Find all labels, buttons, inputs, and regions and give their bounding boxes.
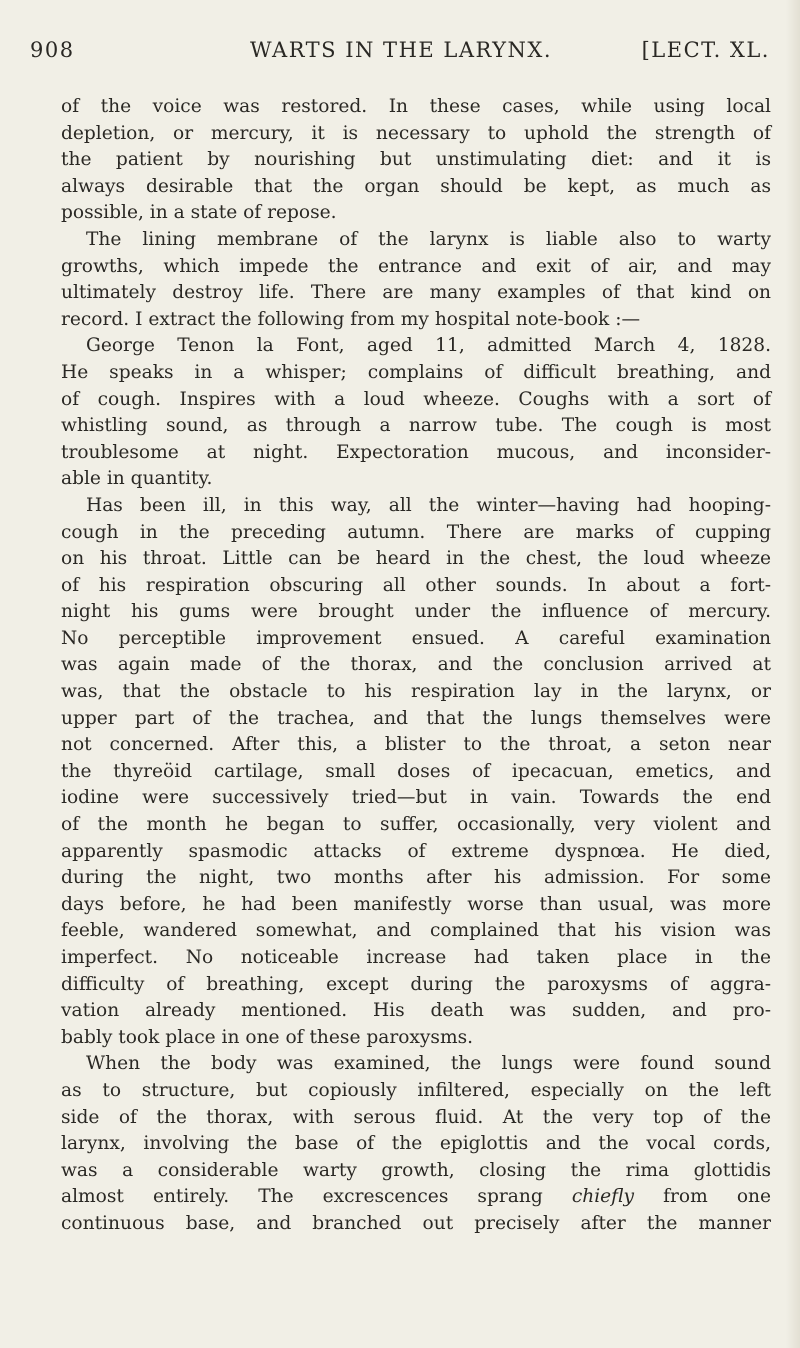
text-line: The lining membrane of the larynx is liable also to warty	[86, 228, 771, 250]
text-line: during the night, two months after his admission. For some	[61, 867, 771, 889]
text-line: the thyreöid cartilage, small doses of ipecacuan, emetics, and	[61, 760, 771, 782]
text-line: No perceptible improvement ensued. A careful examination	[61, 627, 771, 649]
text-line: not concerned. After this, a blister to the throat, a seton near	[61, 734, 771, 756]
text-line: possible, in a state of repose.	[61, 202, 337, 224]
text-line: of cough. Inspires with a loud wheeze. Coughs with a sort of	[61, 388, 771, 410]
text-line: always desirable that the organ should be kept, as much as	[61, 175, 771, 197]
text-line: record. I extract the following from my hospital note-book :—	[61, 308, 641, 330]
text-line: side of the thorax, with serous fluid. At the very top of the	[61, 1106, 771, 1128]
text-line: able in quantity.	[61, 468, 213, 490]
text-line: upper part of the trachea, and that the lungs themselves were	[61, 707, 771, 729]
text-line: was again made of the thorax, and the conclusion arrived at	[61, 654, 771, 676]
text-line: growths, which impede the entrance and exit of air, and may	[61, 255, 771, 277]
text-line: bably took place in one of these paroxysms.	[61, 1026, 474, 1048]
text-line: on his throat. Little can be heard in the chest, the loud wheeze	[61, 548, 771, 570]
text-line: troublesome at night. Expectoration mucous, and inconsider-	[61, 441, 771, 463]
text-line: difficulty of breathing, except during the paroxysms of aggra-	[61, 973, 771, 995]
text-line: days before, he had been manifestly worse than usual, was more	[61, 893, 771, 915]
text-line: feeble, wandered somewhat, and complained that his vision was	[61, 920, 771, 942]
text-line: apparently spasmodic attacks of extreme dyspnœa. He died,	[61, 840, 771, 862]
text-line: When the body was examined, the lungs were found sound	[86, 1053, 771, 1075]
text-line: almost entirely. The excrescences sprang chiefly from one	[61, 1186, 771, 1208]
body-text	[61, 94, 771, 1238]
text-line: of the month he began to suffer, occasionally, very violent and	[61, 814, 771, 836]
page-number: 908	[30, 38, 75, 62]
text-line: was a considerable warty growth, closing the rima glottidis	[61, 1159, 771, 1181]
text-line: vation already mentioned. His death was sudden, and pro-	[61, 1000, 771, 1022]
text-line: cough in the preceding autumn. There are marks of cupping	[61, 521, 771, 543]
emphasis: chiefly	[571, 1186, 635, 1208]
text-line: larynx, involving the base of the epiglottis and the vocal cords,	[61, 1133, 771, 1155]
text-line: night his gums were brought under the influence of mercury.	[61, 601, 771, 623]
text-line: whistling sound, as through a narrow tube. The cough is most	[61, 415, 771, 437]
text-line: continuous base, and branched out precisely after the manner	[61, 1212, 771, 1234]
text-line: the patient by nourishing but unstimulating diet: and it is	[61, 149, 771, 171]
running-header	[30, 38, 770, 72]
lecture-number: [LECT. XL.	[641, 38, 770, 62]
text-line: depletion, or mercury, it is necessary to uphold the strength of	[61, 122, 771, 144]
text-line: Has been ill, in this way, all the winter—having had hooping-	[86, 494, 771, 516]
text-line: of the voice was restored. In these cases, while using local	[61, 96, 771, 117]
page-edge-shadow	[786, 0, 800, 1348]
text-line: imperfect. No noticeable increase had taken place in the	[61, 947, 771, 968]
text-line: iodine were successively tried—but in vain. Towards the end	[61, 787, 771, 809]
text-line: ultimately destroy life. There are many examples of that kind on	[61, 282, 771, 304]
running-title: WARTS IN THE LARYNX.	[250, 38, 553, 62]
text-line: as to structure, but copiously infiltered, especially on the left	[61, 1079, 771, 1101]
text-line: George Tenon la Font, aged 11, admitted March 4, 1828.	[86, 335, 771, 357]
text-line: was, that the obstacle to his respiration lay in the larynx, or	[61, 681, 771, 703]
text-line: He speaks in a whisper; complains of difficult breathing, and	[61, 361, 771, 383]
text-line: of his respiration obscuring all other sounds. In about a fort-	[61, 574, 771, 596]
